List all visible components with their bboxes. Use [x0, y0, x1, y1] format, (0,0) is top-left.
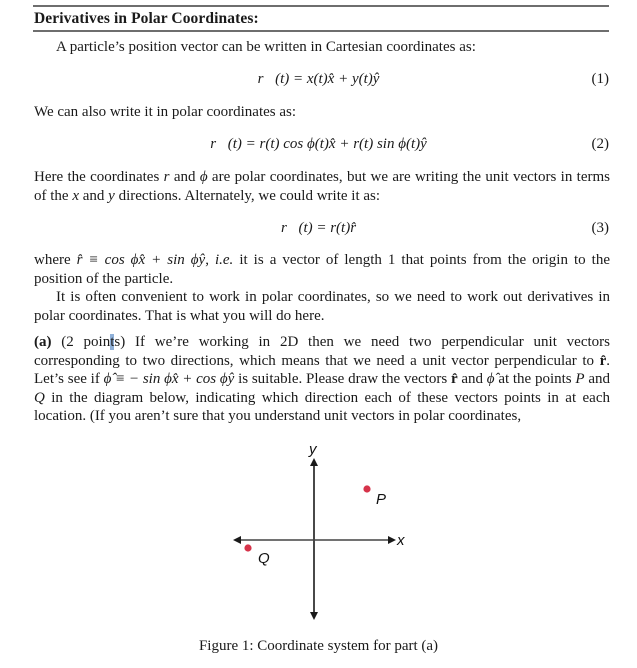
math-x: x	[72, 187, 79, 204]
equation-1-number: (1)	[591, 71, 609, 87]
text-run: (2 poin	[61, 334, 111, 350]
math-phi: ϕ	[199, 169, 208, 185]
x-axis-label: x	[397, 532, 405, 549]
paragraph-polar-text: We can also write it in polar coordinates as:	[34, 104, 297, 120]
text-run: it is a vector of length 1 that points from the origin to the position of the particle.	[34, 252, 610, 287]
text-run: are polar coordinates, but we are writing the unit vectors in terms of the	[34, 169, 610, 204]
text-run: and	[457, 371, 487, 387]
text-run: Here the coordinates	[34, 169, 164, 185]
math-phihat: ϕ̂	[486, 371, 495, 387]
equation-1	[0, 71, 637, 91]
paragraph-coordinates	[34, 168, 610, 205]
text-run: . Let’s see if	[34, 352, 610, 387]
text-run: ,	[205, 252, 215, 268]
text-run: directions. Alternately, we could write it as:	[114, 187, 381, 204]
text-run: is suitable. Please draw the vectors	[234, 371, 451, 387]
math-rhat: r̂	[450, 371, 458, 387]
equation-3	[0, 220, 637, 240]
points-label	[61, 334, 125, 350]
point-P-label: P	[376, 491, 387, 508]
section-top-rule	[33, 5, 609, 7]
text-run: and	[169, 169, 200, 185]
point-Q-label: Q	[258, 550, 270, 567]
paragraph-motivation-text: It is often convenient to work in polar coordinates, so we need to work out derivatives in polar coordinates. That is what you will do here.	[34, 289, 610, 324]
math-Q: Q	[34, 389, 45, 406]
text-run: and	[584, 371, 610, 387]
math-rhat: r̂	[599, 352, 607, 369]
paragraph-intro-text: A particle’s position vector can be written in Cartesian coordinates as:	[56, 39, 476, 55]
math-rhat-definition: r̂ ≡ cos ϕx̂ + sin ϕŷ	[76, 252, 206, 268]
figure-caption: Figure 1: Coordinate system for part (a)	[198, 638, 439, 654]
part-a-label: (a)	[34, 334, 52, 350]
section-bottom-rule	[33, 30, 609, 32]
text-run: at the points	[494, 371, 576, 387]
section-title: Derivatives in Polar Coordinates:	[34, 10, 259, 27]
text-ie: i.e.	[214, 252, 234, 268]
y-axis-label: y	[309, 441, 317, 458]
equation-2-expression: r⃗(t) = r(t) cos ϕ(t)x̂ + r(t) sin ϕ(t)ŷ	[210, 136, 427, 152]
math-r: r	[163, 169, 170, 185]
paragraph-intro	[34, 38, 610, 57]
point-Q-marker	[244, 544, 251, 551]
math-P: P	[575, 371, 585, 387]
text-run: If we’re working in 2D then we need two perpendicular unit vectors corresponding to two directions, which means that we need a unit vector perpendicular to	[34, 334, 610, 369]
paragraph-polar	[34, 103, 610, 122]
text-run: where	[34, 252, 77, 268]
math-phihat-definition: ϕ̂ ≡ − sin ϕx̂ + cos ϕŷ	[103, 371, 235, 387]
equation-3-expression: r⃗(t) = r(t)r̂	[280, 220, 357, 236]
point-P-marker	[363, 485, 370, 492]
paragraph-motivation	[34, 288, 610, 325]
equation-2-number: (2)	[591, 136, 609, 152]
equation-3-number: (3)	[591, 220, 609, 236]
text-run: and	[79, 187, 109, 204]
part-a-question	[34, 333, 610, 426]
text-run: s)	[114, 334, 126, 350]
equation-1-expression: r⃗(t) = x(t)x̂ + y(t)ŷ	[257, 71, 380, 87]
paragraph-rhat-definition	[34, 251, 610, 288]
text-cursor-selection[interactable]: t	[110, 334, 115, 350]
text-run: in the diagram below, indicating which direction each of these vectors points in at each location. (If you aren’t sure that you understand unit vectors in polar coordinates,	[34, 389, 610, 424]
math-y: y	[108, 187, 115, 204]
equation-2	[0, 136, 637, 156]
